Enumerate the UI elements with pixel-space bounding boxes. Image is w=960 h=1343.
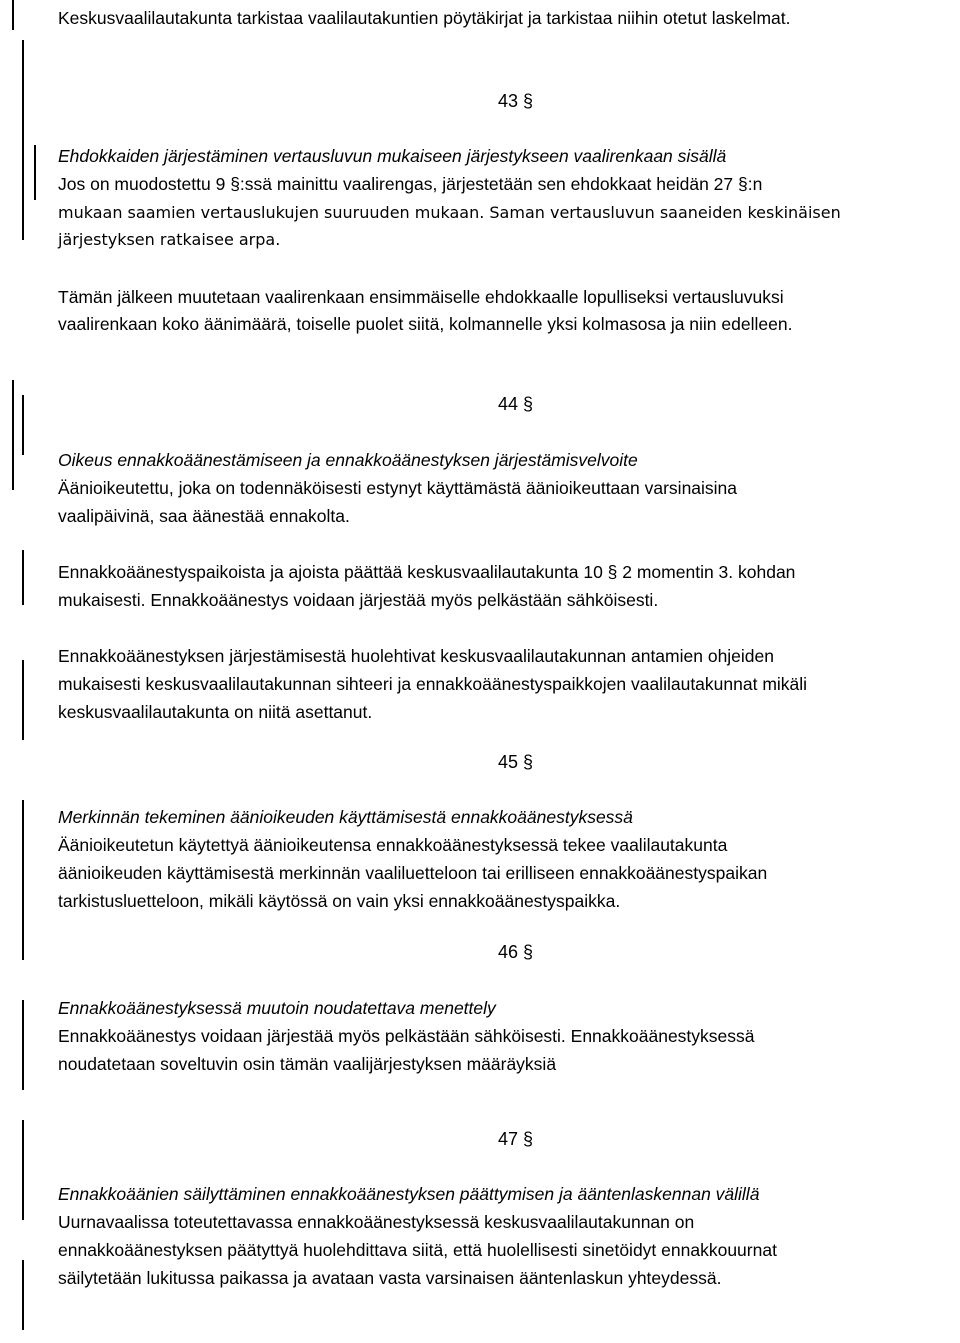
change-bar <box>22 1260 24 1330</box>
body-text: vaalipäivinä, saa äänestää ennakolta. <box>58 506 350 526</box>
body-text: Tämän jälkeen muutetaan vaalirenkaan ensimmäiselle ehdokkaalle lopulliseksi vertausluvuksi <box>58 287 784 307</box>
body-text-span: Saman vertausluvun saaneiden keskinäisen <box>484 203 841 222</box>
body-text: noudatetaan soveltuvin osin tämän vaalijärjestyksen määräyksiä <box>58 1054 557 1074</box>
body-text: Uurnavaalissa toteutettavassa ennakkoäänestyksessä keskusvaalilautakunnan on <box>58 1212 695 1232</box>
body-text: Äänioikeutettu, joka on todennäköisesti estynyt käyttämästä äänioikeuttaan varsinaisina <box>58 478 738 498</box>
body-text: tarkistusluetteloon, mikäli käytössä on vain yksi ennakkoäänestyspaikka. <box>58 891 621 911</box>
change-bar <box>12 0 14 30</box>
change-bar <box>22 660 24 740</box>
section-number: 43 § <box>498 91 534 111</box>
change-bar <box>22 395 24 455</box>
section-title: Ehdokkaiden järjestäminen vertausluvun mukaiseen järjestykseen vaalirenkaan sisällä <box>58 146 727 166</box>
section-title: Ennakkoäänestyksessä muutoin noudatettava menettely <box>58 998 496 1018</box>
change-bar <box>22 40 24 240</box>
section-number: 47 § <box>498 1129 534 1149</box>
change-bar <box>22 800 24 960</box>
body-text: mukaisesti. Ennakkoäänestys voidaan järjestää myös pelkästään sähköisesti. <box>58 590 659 610</box>
change-bar <box>22 1120 24 1220</box>
section-title: Oikeus ennakkoäänestämiseen ja ennakkoäänestyksen järjestämisvelvoite <box>58 450 638 470</box>
body-text: säilytetään lukitussa paikassa ja avataan vasta varsinaisen ääntenlaskun yhteydessä. <box>58 1268 722 1288</box>
body-text: ennakkoäänestyksen päätyttyä huolehdittava siitä, että huolellisesti sinetöidyt ennakkouurnat <box>58 1240 777 1260</box>
body-text: vaalirenkaan koko äänimäärä, toiselle puolet siitä, kolmannelle yksi kolmasosa ja niin edelleen. <box>58 314 793 334</box>
section-title: Ennakkoäänien säilyttäminen ennakkoäänestyksen päättymisen ja ääntenlaskennan välillä <box>58 1184 760 1204</box>
section-number: 44 § <box>498 394 534 414</box>
body-text <box>58 203 841 223</box>
section-title: Merkinnän tekeminen äänioikeuden käyttämisestä ennakkoäänestyksessä <box>58 807 633 827</box>
body-text: Keskusvaalilautakunta tarkistaa vaalilautakuntien pöytäkirjat ja tarkistaa niihin otetut laskelmat. <box>58 8 791 28</box>
change-bar <box>34 145 36 200</box>
body-text: Äänioikeutetun käytettyä äänioikeutensa ennakkoäänestyksessä tekee vaalilautakunta <box>58 835 728 855</box>
body-text: Ennakkoäänestyspaikoista ja ajoista päättää keskusvaalilautakunta 10 § 2 momentin 3. kohdan <box>58 562 796 582</box>
change-bar <box>12 380 14 490</box>
change-bar <box>22 550 24 605</box>
body-text: keskusvaalilautakunta on niitä asettanut. <box>58 702 373 722</box>
body-text: Ennakkoäänestys voidaan järjestää myös pelkästään sähköisesti. Ennakkoäänestyksessä <box>58 1026 755 1046</box>
body-text: mukaisesti keskusvaalilautakunnan sihteeri ja ennakkoäänestyspaikkojen vaalilautakunnat mikäli <box>58 674 808 694</box>
body-text-span: mukaan saamien vertauslukujen suuruuden mukaan. <box>58 203 485 222</box>
body-text: Ennakkoäänestyksen järjestämisestä huolehtivat keskusvaalilautakunnan antamien ohjeiden <box>58 646 775 666</box>
body-text: järjestyksen ratkaisee arpa. <box>58 230 281 249</box>
section-number: 45 § <box>498 752 534 772</box>
change-bar <box>22 1000 24 1090</box>
body-text: äänioikeuden käyttämisestä merkinnän vaaliluetteloon tai erilliseen ennakkoäänestyspaikan <box>58 863 768 883</box>
section-number: 46 § <box>498 942 534 962</box>
body-text: Jos on muodostettu 9 §:ssä mainittu vaalirengas, järjestetään sen ehdokkaat heidän 27 §:n <box>58 174 763 194</box>
